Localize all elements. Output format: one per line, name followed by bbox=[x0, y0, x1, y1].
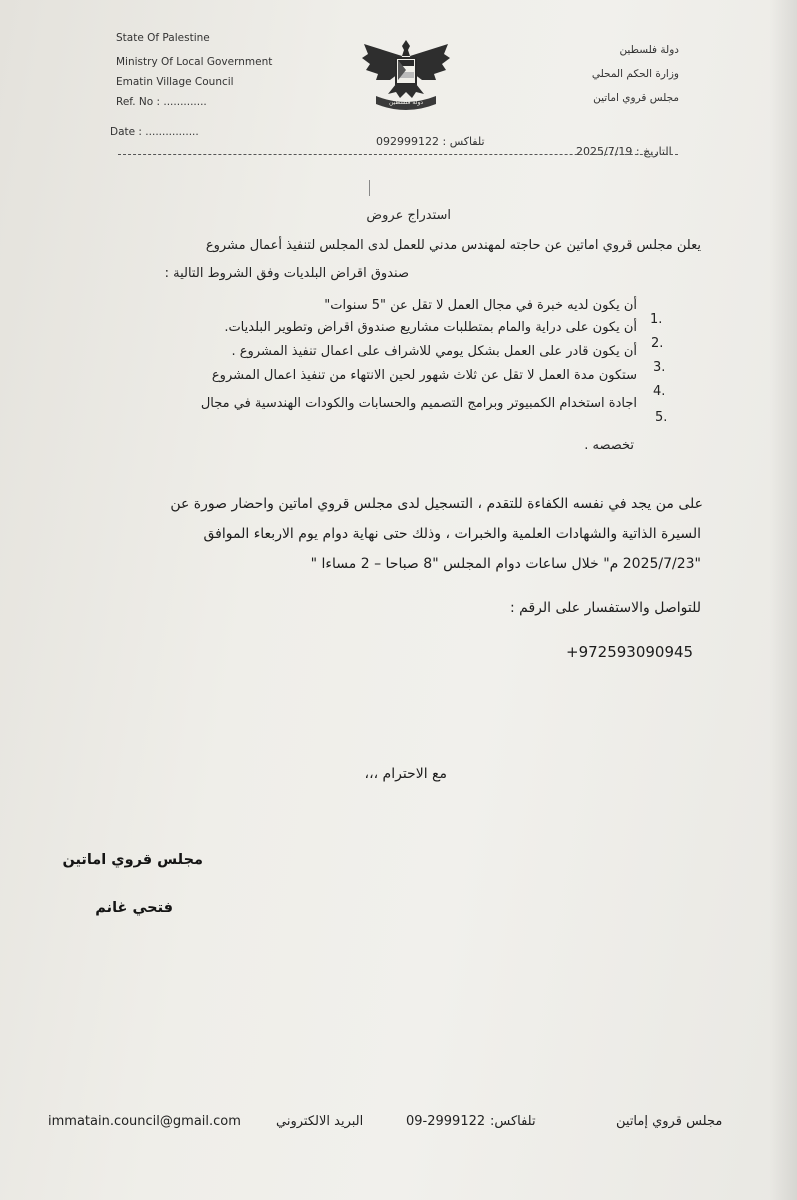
header-date: التاريخ : 2025/7/19 bbox=[576, 145, 672, 158]
eagle-emblem-icon bbox=[358, 36, 454, 112]
contact-label: للتواصل والاستفسار على الرقم : bbox=[510, 600, 701, 616]
condition-number-4: 4. bbox=[653, 384, 666, 399]
footer-fax-label: تلفاكس: bbox=[490, 1114, 536, 1129]
footer-email: immatain.council@gmail.com bbox=[48, 1114, 241, 1129]
condition-text-5: اجادة استخدام الكمبيوتر وبرامج التصميم والحسابات والكودات الهندسية في مجال bbox=[200, 396, 637, 411]
condition-number-3: 3. bbox=[653, 360, 666, 375]
header-fax: تلفاكس : 092999122 bbox=[376, 135, 485, 148]
header-en-ministry: Ministry Of Local Government bbox=[116, 56, 273, 68]
condition-text-1: أن يكون لديه خبرة في مجال العمل لا تقل عن "5 سنوات" bbox=[324, 298, 637, 313]
application-line-3: "2025/7/23 م" خلال ساعات دوام المجلس "8 صباحا – 2 مساءا " bbox=[310, 556, 701, 572]
signature-name: فتحي غانم bbox=[95, 900, 173, 916]
application-line-2: السيرة الذاتية والشهادات العلمية والخبرات ، وذلك حتى نهاية دوام يوم الاربعاء الموافق bbox=[203, 526, 701, 542]
footer-email-label: البريد الالكتروني bbox=[276, 1114, 364, 1129]
page-edge-shadow bbox=[769, 0, 797, 1200]
header-en-council: Ematin Village Council bbox=[116, 76, 234, 88]
header-ar-ministry: وزارة الحكم المحلي bbox=[591, 68, 679, 80]
intro-line-1: يعلن مجلس قروي اماتين عن حاجته لمهندس مدني للعمل لدى المجلس لتنفيذ أعمال مشروع bbox=[205, 238, 701, 253]
footer-fax: 09-2999122 bbox=[406, 1114, 486, 1129]
emblem-caption: دولة فلسطين bbox=[388, 99, 424, 106]
closing-greeting: مع الاحترام ،،، bbox=[364, 766, 447, 782]
signature-org: مجلس قروي اماتين bbox=[62, 852, 203, 868]
header-ar-council: مجلس قروي اماتين bbox=[593, 92, 679, 104]
intro-line-2: صندوق اقراض البلديات وفق الشروط التالية : bbox=[164, 266, 409, 281]
footer-org: مجلس قروي إماتين bbox=[616, 1114, 723, 1129]
condition-text-4: ستكون مدة العمل لا تقل عن ثلاث شهور لحين الانتهاء من تنفيذ اعمال المشروع bbox=[211, 368, 637, 383]
fold-mark bbox=[369, 180, 370, 196]
page-title: استدراج عروض bbox=[366, 208, 451, 223]
condition-number-1: 1. bbox=[650, 312, 663, 327]
application-line-1: على من يجد في نفسه الكفاءة للتقدم ، التسجيل لدى مجلس قروي اماتين واحضار صورة عن bbox=[170, 496, 703, 512]
header-ar-state: دولة فلسطين bbox=[619, 44, 679, 56]
header-en-ref: Ref. No : ............. bbox=[116, 96, 207, 108]
contact-phone: +972593090945 bbox=[566, 643, 694, 661]
condition-text-5-continued: تخصصه . bbox=[584, 438, 634, 453]
condition-text-2: أن يكون على دراية والمام بمتطلبات مشاريع صندوق اقراض وتطوير البلديات. bbox=[224, 320, 637, 335]
header-en-state: State Of Palestine bbox=[116, 32, 210, 44]
header-divider bbox=[118, 154, 678, 155]
header-en-date: Date : ................ bbox=[110, 126, 199, 138]
condition-number-2: 2. bbox=[651, 336, 664, 351]
condition-number-5: 5. bbox=[655, 410, 668, 425]
condition-text-3: أن يكون قادر على العمل بشكل يومي للاشراف على اعمال تنفيذ المشروع . bbox=[231, 344, 637, 359]
